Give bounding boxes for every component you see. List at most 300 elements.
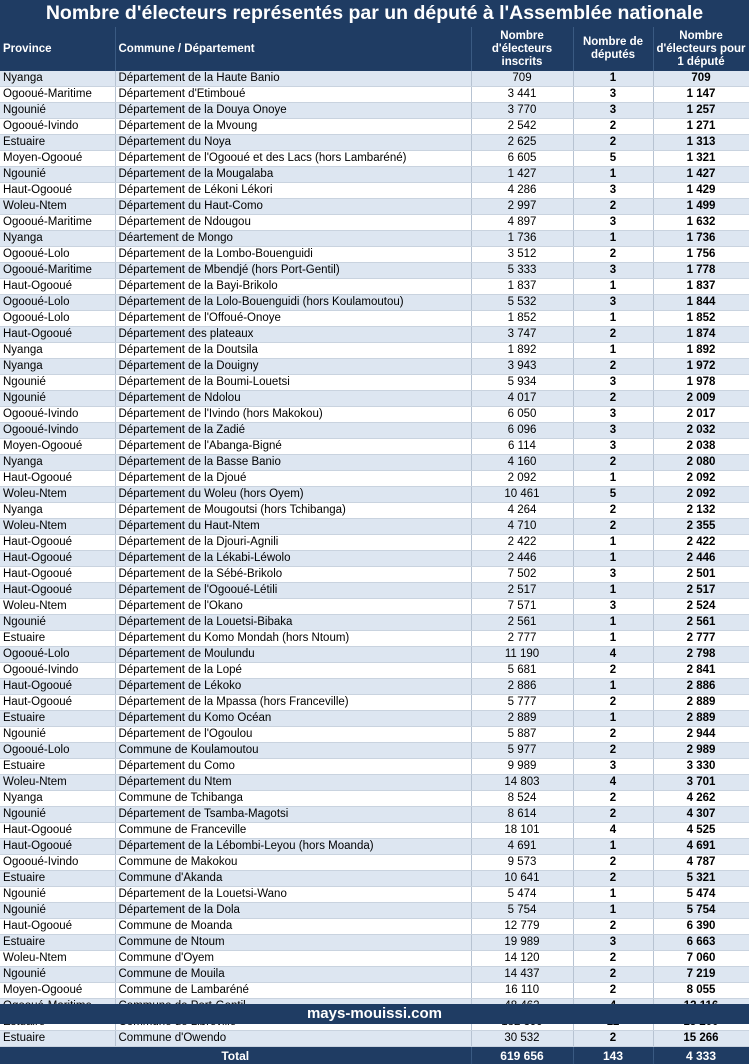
cell-par-depute: 2 561 xyxy=(653,615,749,631)
cell-commune: Commune de Makokou xyxy=(115,855,471,871)
cell-commune: Département du Komo Océan xyxy=(115,711,471,727)
cell-inscrits: 3 747 xyxy=(471,327,573,343)
cell-deputes: 2 xyxy=(573,327,653,343)
table-row xyxy=(0,359,749,375)
cell-commune: Département de l'Ogoulou xyxy=(115,727,471,743)
cell-commune: Commune d'Owendo xyxy=(115,1031,471,1047)
cell-deputes: 5 xyxy=(573,487,653,503)
cell-par-depute: 2 989 xyxy=(653,743,749,759)
cell-province: Woleu-Ntem xyxy=(0,199,115,215)
table-row xyxy=(0,503,749,519)
cell-province: Ngounié xyxy=(0,903,115,919)
table-row xyxy=(0,455,749,471)
total-label: Total xyxy=(0,1047,471,1064)
cell-commune: Département de la Bayi-Brikolo xyxy=(115,279,471,295)
cell-inscrits: 4 286 xyxy=(471,183,573,199)
table-row xyxy=(0,615,749,631)
cell-commune: Département de la Douya Onoye xyxy=(115,103,471,119)
cell-province: Ngounié xyxy=(0,391,115,407)
cell-inscrits: 6 114 xyxy=(471,439,573,455)
source-footer: mays-mouissi.com xyxy=(0,1004,749,1024)
cell-commune: Département des plateaux xyxy=(115,327,471,343)
cell-province: Nyanga xyxy=(0,503,115,519)
table-row xyxy=(0,183,749,199)
cell-par-depute: 2 032 xyxy=(653,423,749,439)
cell-commune: Département de la Zadié xyxy=(115,423,471,439)
table-row xyxy=(0,391,749,407)
cell-deputes: 3 xyxy=(573,759,653,775)
table-row xyxy=(0,967,749,983)
table-row xyxy=(0,375,749,391)
cell-commune: Commune de Mouila xyxy=(115,967,471,983)
cell-inscrits: 19 989 xyxy=(471,935,573,951)
cell-deputes: 1 xyxy=(573,535,653,551)
cell-deputes: 3 xyxy=(573,407,653,423)
cell-par-depute: 1 632 xyxy=(653,215,749,231)
cell-inscrits: 9 989 xyxy=(471,759,573,775)
cell-par-depute: 1 313 xyxy=(653,135,749,151)
cell-province: Woleu-Ntem xyxy=(0,519,115,535)
cell-par-depute: 4 307 xyxy=(653,807,749,823)
cell-par-depute: 2 038 xyxy=(653,439,749,455)
table-row xyxy=(0,583,749,599)
cell-par-depute: 2 446 xyxy=(653,551,749,567)
cell-par-depute: 1 837 xyxy=(653,279,749,295)
table-row xyxy=(0,759,749,775)
cell-commune: Commune d'Oyem xyxy=(115,951,471,967)
cell-province: Ngounié xyxy=(0,727,115,743)
cell-commune: Département de Lékoko xyxy=(115,679,471,695)
table-footer xyxy=(0,1047,749,1064)
cell-inscrits: 5 474 xyxy=(471,887,573,903)
cell-par-depute: 5 474 xyxy=(653,887,749,903)
cell-inscrits: 3 512 xyxy=(471,247,573,263)
cell-deputes: 2 xyxy=(573,983,653,999)
cell-inscrits: 2 997 xyxy=(471,199,573,215)
cell-inscrits: 14 803 xyxy=(471,775,573,791)
cell-deputes: 2 xyxy=(573,1031,653,1047)
table-row xyxy=(0,903,749,919)
cell-deputes: 4 xyxy=(573,823,653,839)
cell-inscrits: 2 542 xyxy=(471,119,573,135)
cell-inscrits: 1 892 xyxy=(471,343,573,359)
cell-inscrits: 2 446 xyxy=(471,551,573,567)
cell-commune: Département de la Louetsi-Wano xyxy=(115,887,471,903)
cell-deputes: 2 xyxy=(573,663,653,679)
cell-par-depute: 1 147 xyxy=(653,87,749,103)
cell-commune: Département de la Douigny xyxy=(115,359,471,375)
cell-inscrits: 5 887 xyxy=(471,727,573,743)
cell-par-depute: 2 092 xyxy=(653,487,749,503)
cell-inscrits: 14 437 xyxy=(471,967,573,983)
cell-province: Haut-Ogooué xyxy=(0,839,115,855)
cell-commune: Département du Haut-Como xyxy=(115,199,471,215)
cell-commune: Département de la Mvoung xyxy=(115,119,471,135)
cell-province: Ogooué-Lolo xyxy=(0,743,115,759)
cell-commune: Département de la Basse Banio xyxy=(115,455,471,471)
cell-commune: Département de la Mpassa (hors Franceville) xyxy=(115,695,471,711)
cell-province: Ogooué-Ivindo xyxy=(0,119,115,135)
cell-inscrits: 5 777 xyxy=(471,695,573,711)
cell-deputes: 2 xyxy=(573,391,653,407)
cell-commune: Département de l'Offoué-Onoye xyxy=(115,311,471,327)
cell-par-depute: 2 132 xyxy=(653,503,749,519)
cell-province: Ogooué-Lolo xyxy=(0,247,115,263)
cell-par-depute: 5 754 xyxy=(653,903,749,919)
cell-province: Haut-Ogooué xyxy=(0,679,115,695)
cell-par-depute: 8 055 xyxy=(653,983,749,999)
cell-par-depute: 4 525 xyxy=(653,823,749,839)
cell-inscrits: 2 886 xyxy=(471,679,573,695)
cell-deputes: 2 xyxy=(573,695,653,711)
table-header xyxy=(0,27,749,71)
cell-inscrits: 1 852 xyxy=(471,311,573,327)
cell-commune: Département de Moulundu xyxy=(115,647,471,663)
cell-commune: Département de l'Ogooué-Létili xyxy=(115,583,471,599)
cell-commune: Département de la Lombo-Bouenguidi xyxy=(115,247,471,263)
cell-deputes: 2 xyxy=(573,199,653,215)
cell-deputes: 1 xyxy=(573,839,653,855)
cell-inscrits: 11 190 xyxy=(471,647,573,663)
cell-par-depute: 6 390 xyxy=(653,919,749,935)
cell-deputes: 3 xyxy=(573,599,653,615)
cell-deputes: 2 xyxy=(573,743,653,759)
cell-par-depute: 2 777 xyxy=(653,631,749,647)
cell-deputes: 3 xyxy=(573,295,653,311)
cell-inscrits: 5 977 xyxy=(471,743,573,759)
cell-deputes: 2 xyxy=(573,247,653,263)
cell-deputes: 2 xyxy=(573,919,653,935)
table-row xyxy=(0,311,749,327)
cell-province: Estuaire xyxy=(0,871,115,887)
cell-inscrits: 1 427 xyxy=(471,167,573,183)
cell-deputes: 1 xyxy=(573,231,653,247)
cell-province: Estuaire xyxy=(0,1031,115,1047)
cell-deputes: 2 xyxy=(573,871,653,887)
cell-commune: Commune de Tchibanga xyxy=(115,791,471,807)
table-row xyxy=(0,343,749,359)
cell-deputes: 3 xyxy=(573,103,653,119)
cell-province: Ngounié xyxy=(0,167,115,183)
cell-inscrits: 2 517 xyxy=(471,583,573,599)
cell-deputes: 2 xyxy=(573,855,653,871)
cell-par-depute: 3 701 xyxy=(653,775,749,791)
cell-inscrits: 18 101 xyxy=(471,823,573,839)
cell-commune: Commune de Koulamoutou xyxy=(115,743,471,759)
table-row xyxy=(0,199,749,215)
cell-commune: Département de la Djouri-Agnili xyxy=(115,535,471,551)
cell-par-depute: 15 266 xyxy=(653,1031,749,1047)
table-body xyxy=(0,71,749,1047)
table-row xyxy=(0,679,749,695)
table-row xyxy=(0,151,749,167)
cell-commune: Département de l'Ivindo (hors Makokou) xyxy=(115,407,471,423)
cell-province: Ngounié xyxy=(0,615,115,631)
cell-inscrits: 12 779 xyxy=(471,919,573,935)
cell-province: Woleu-Ntem xyxy=(0,487,115,503)
cell-par-depute: 1 756 xyxy=(653,247,749,263)
cell-province: Moyen-Ogooué xyxy=(0,439,115,455)
cell-province: Haut-Ogooué xyxy=(0,279,115,295)
cell-inscrits: 7 571 xyxy=(471,599,573,615)
page-title: Nombre d'électeurs représentés par un député à l'Assemblée nationale xyxy=(0,0,749,27)
cell-deputes: 1 xyxy=(573,471,653,487)
header-row xyxy=(0,27,749,71)
cell-par-depute: 2 889 xyxy=(653,695,749,711)
cell-deputes: 1 xyxy=(573,711,653,727)
cell-province: Nyanga xyxy=(0,343,115,359)
cell-inscrits: 7 502 xyxy=(471,567,573,583)
table-row xyxy=(0,135,749,151)
table-row xyxy=(0,631,749,647)
cell-inscrits: 709 xyxy=(471,71,573,87)
cell-commune: Département de la Dola xyxy=(115,903,471,919)
cell-deputes: 2 xyxy=(573,519,653,535)
cell-deputes: 3 xyxy=(573,423,653,439)
table-row xyxy=(0,871,749,887)
cell-province: Ngounié xyxy=(0,807,115,823)
cell-par-depute: 1 257 xyxy=(653,103,749,119)
cell-deputes: 2 xyxy=(573,967,653,983)
cell-deputes: 2 xyxy=(573,119,653,135)
cell-par-depute: 1 429 xyxy=(653,183,749,199)
cell-province: Haut-Ogooué xyxy=(0,183,115,199)
cell-deputes: 3 xyxy=(573,263,653,279)
cell-par-depute: 2 841 xyxy=(653,663,749,679)
cell-commune: Département de Mougoutsi (hors Tchibanga) xyxy=(115,503,471,519)
cell-deputes: 2 xyxy=(573,359,653,375)
cell-commune: Département de la Sébé-Brikolo xyxy=(115,567,471,583)
cell-par-depute: 2 944 xyxy=(653,727,749,743)
cell-commune: Département de Ndolou xyxy=(115,391,471,407)
cell-province: Estuaire xyxy=(0,631,115,647)
header-commune: Commune / Département xyxy=(115,27,471,71)
cell-province: Ogooué-Ivindo xyxy=(0,423,115,439)
cell-province: Ogooué-Ivindo xyxy=(0,855,115,871)
cell-par-depute: 2 355 xyxy=(653,519,749,535)
cell-commune: Département de l'Abanga-Bigné xyxy=(115,439,471,455)
cell-commune: Commune d'Akanda xyxy=(115,871,471,887)
table-row xyxy=(0,279,749,295)
table-row xyxy=(0,791,749,807)
cell-province: Woleu-Ntem xyxy=(0,951,115,967)
cell-inscrits: 2 092 xyxy=(471,471,573,487)
cell-par-depute: 7 060 xyxy=(653,951,749,967)
cell-inscrits: 1 837 xyxy=(471,279,573,295)
table-row xyxy=(0,743,749,759)
cell-par-depute: 4 691 xyxy=(653,839,749,855)
table-row xyxy=(0,263,749,279)
table-row xyxy=(0,663,749,679)
table-row xyxy=(0,71,749,87)
cell-inscrits: 5 934 xyxy=(471,375,573,391)
total-row xyxy=(0,1047,749,1064)
cell-deputes: 1 xyxy=(573,631,653,647)
cell-par-depute: 4 262 xyxy=(653,791,749,807)
cell-par-depute: 1 321 xyxy=(653,151,749,167)
cell-inscrits: 3 441 xyxy=(471,87,573,103)
cell-inscrits: 2 561 xyxy=(471,615,573,631)
cell-commune: Département de la Boumi-Louetsi xyxy=(115,375,471,391)
cell-commune: Département de la Lolo-Bouenguidi (hors Koulamoutou) xyxy=(115,295,471,311)
cell-inscrits: 5 333 xyxy=(471,263,573,279)
table-row xyxy=(0,951,749,967)
cell-province: Nyanga xyxy=(0,359,115,375)
cell-commune: Département du Ntem xyxy=(115,775,471,791)
cell-par-depute: 1 972 xyxy=(653,359,749,375)
cell-province: Ogooué-Ivindo xyxy=(0,663,115,679)
cell-par-depute: 5 321 xyxy=(653,871,749,887)
table-row xyxy=(0,1031,749,1047)
cell-province: Haut-Ogooué xyxy=(0,551,115,567)
cell-province: Ogooué-Lolo xyxy=(0,311,115,327)
cell-commune: Département du Haut-Ntem xyxy=(115,519,471,535)
cell-deputes: 2 xyxy=(573,951,653,967)
cell-deputes: 1 xyxy=(573,551,653,567)
cell-province: Ogooué-Lolo xyxy=(0,295,115,311)
cell-par-depute: 1 271 xyxy=(653,119,749,135)
cell-par-depute: 1 978 xyxy=(653,375,749,391)
cell-commune: Département du Noya xyxy=(115,135,471,151)
table-row xyxy=(0,727,749,743)
cell-inscrits: 8 614 xyxy=(471,807,573,823)
cell-province: Ogooué-Lolo xyxy=(0,647,115,663)
table-row xyxy=(0,711,749,727)
table-row xyxy=(0,695,749,711)
cell-par-depute: 1 499 xyxy=(653,199,749,215)
cell-par-depute: 1 852 xyxy=(653,311,749,327)
cell-par-depute: 4 787 xyxy=(653,855,749,871)
cell-commune: Département de Lékoni Lékori xyxy=(115,183,471,199)
table-row xyxy=(0,439,749,455)
cell-province: Nyanga xyxy=(0,71,115,87)
cell-commune: Commune de Lambaréné xyxy=(115,983,471,999)
table-row xyxy=(0,935,749,951)
cell-inscrits: 30 532 xyxy=(471,1031,573,1047)
cell-commune: Département de la Lopé xyxy=(115,663,471,679)
cell-province: Ngounié xyxy=(0,375,115,391)
cell-province: Woleu-Ntem xyxy=(0,599,115,615)
table-row xyxy=(0,407,749,423)
table-row xyxy=(0,247,749,263)
cell-province: Estuaire xyxy=(0,759,115,775)
cell-commune: Département du Woleu (hors Oyem) xyxy=(115,487,471,503)
cell-province: Estuaire xyxy=(0,711,115,727)
table-row xyxy=(0,487,749,503)
cell-inscrits: 6 096 xyxy=(471,423,573,439)
cell-par-depute: 2 517 xyxy=(653,583,749,599)
total-inscrits: 619 656 xyxy=(471,1047,573,1064)
cell-commune: Département de Ndougou xyxy=(115,215,471,231)
cell-commune: Département du Komo Mondah (hors Ntoum) xyxy=(115,631,471,647)
cell-inscrits: 16 110 xyxy=(471,983,573,999)
cell-par-depute: 2 422 xyxy=(653,535,749,551)
cell-deputes: 4 xyxy=(573,775,653,791)
cell-province: Nyanga xyxy=(0,791,115,807)
cell-province: Haut-Ogooué xyxy=(0,327,115,343)
cell-par-depute: 7 219 xyxy=(653,967,749,983)
table-row xyxy=(0,103,749,119)
cell-commune: Commune de Moanda xyxy=(115,919,471,935)
cell-deputes: 3 xyxy=(573,935,653,951)
cell-commune: Commune de Ntoum xyxy=(115,935,471,951)
cell-deputes: 3 xyxy=(573,183,653,199)
table-row xyxy=(0,807,749,823)
table-row xyxy=(0,423,749,439)
cell-par-depute: 1 778 xyxy=(653,263,749,279)
cell-par-depute: 2 017 xyxy=(653,407,749,423)
cell-par-depute: 2 524 xyxy=(653,599,749,615)
table-row xyxy=(0,295,749,311)
cell-inscrits: 2 625 xyxy=(471,135,573,151)
cell-par-depute: 2 080 xyxy=(653,455,749,471)
cell-commune: Département de la Djoué xyxy=(115,471,471,487)
cell-commune: Département du Como xyxy=(115,759,471,775)
cell-province: Haut-Ogooué xyxy=(0,823,115,839)
table-row xyxy=(0,519,749,535)
cell-inscrits: 10 641 xyxy=(471,871,573,887)
cell-province: Haut-Ogooué xyxy=(0,919,115,935)
cell-inscrits: 8 524 xyxy=(471,791,573,807)
table-row xyxy=(0,167,749,183)
header-deputes: Nombre de députés xyxy=(573,27,653,71)
cell-inscrits: 14 120 xyxy=(471,951,573,967)
table-row xyxy=(0,535,749,551)
cell-deputes: 1 xyxy=(573,311,653,327)
cell-par-depute: 1 892 xyxy=(653,343,749,359)
cell-deputes: 1 xyxy=(573,343,653,359)
cell-province: Ogooué-Ivindo xyxy=(0,407,115,423)
cell-par-depute: 2 009 xyxy=(653,391,749,407)
cell-province: Ogooué-Maritime xyxy=(0,215,115,231)
cell-province: Haut-Ogooué xyxy=(0,471,115,487)
cell-deputes: 2 xyxy=(573,455,653,471)
table-row xyxy=(0,855,749,871)
cell-province: Haut-Ogooué xyxy=(0,567,115,583)
table-row xyxy=(0,551,749,567)
cell-par-depute: 3 330 xyxy=(653,759,749,775)
cell-deputes: 1 xyxy=(573,71,653,87)
cell-deputes: 2 xyxy=(573,807,653,823)
cell-deputes: 1 xyxy=(573,583,653,599)
cell-par-depute: 709 xyxy=(653,71,749,87)
cell-inscrits: 3 943 xyxy=(471,359,573,375)
cell-deputes: 4 xyxy=(573,647,653,663)
cell-inscrits: 6 050 xyxy=(471,407,573,423)
table-row xyxy=(0,119,749,135)
cell-inscrits: 4 897 xyxy=(471,215,573,231)
cell-commune: Commune de Franceville xyxy=(115,823,471,839)
cell-inscrits: 5 754 xyxy=(471,903,573,919)
table-row xyxy=(0,215,749,231)
cell-deputes: 1 xyxy=(573,615,653,631)
cell-deputes: 3 xyxy=(573,375,653,391)
cell-deputes: 2 xyxy=(573,135,653,151)
cell-inscrits: 4 017 xyxy=(471,391,573,407)
table-row xyxy=(0,823,749,839)
cell-commune: Département de Mbendjé (hors Port-Gentil) xyxy=(115,263,471,279)
table-row xyxy=(0,471,749,487)
cell-par-depute: 1 874 xyxy=(653,327,749,343)
cell-province: Nyanga xyxy=(0,231,115,247)
cell-inscrits: 4 691 xyxy=(471,839,573,855)
cell-deputes: 1 xyxy=(573,887,653,903)
cell-commune: Département de la Doutsila xyxy=(115,343,471,359)
cell-province: Ogooué-Maritime xyxy=(0,87,115,103)
cell-province: Moyen-Ogooué xyxy=(0,151,115,167)
table-row xyxy=(0,839,749,855)
cell-province: Moyen-Ogooué xyxy=(0,983,115,999)
